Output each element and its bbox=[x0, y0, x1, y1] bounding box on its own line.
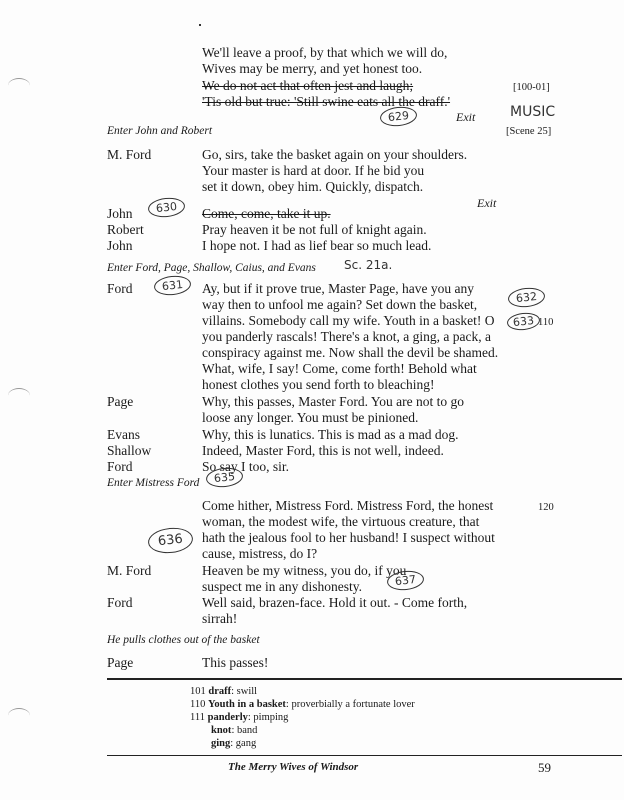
cut-line: We do not act that often jest and laugh; bbox=[202, 78, 414, 93]
cue-631: 631 bbox=[153, 274, 192, 297]
footnote: 101 draff: swill bbox=[190, 686, 258, 697]
divider bbox=[107, 678, 622, 680]
speech-line: sirrah! bbox=[202, 611, 238, 626]
speaker: John bbox=[107, 238, 133, 253]
speaker: Ford bbox=[107, 281, 133, 296]
stage-direction: Enter Ford, Page, Shallow, Caius, and Evans bbox=[107, 262, 316, 274]
cue-635: 635 bbox=[205, 466, 244, 489]
punch-hole-mark bbox=[8, 78, 30, 93]
exit-direction: Exit bbox=[477, 196, 497, 210]
speech-line: loose any longer. You must be pinioned. bbox=[202, 410, 419, 425]
cue-632: 632 bbox=[507, 286, 546, 309]
speech-line: cause, mistress, do I? bbox=[202, 546, 318, 561]
music-note: MUSIC bbox=[510, 104, 556, 120]
cue-637: 637 bbox=[386, 569, 425, 592]
stage-direction: He pulls clothes out of the basket bbox=[107, 634, 260, 646]
cut-line: Come, come, take it up. bbox=[202, 206, 331, 221]
cue-630: 630 bbox=[147, 196, 186, 219]
speech-line: Come hither, Mistress Ford. Mistress Ford, the honest bbox=[202, 498, 494, 513]
speaker: Ford bbox=[107, 595, 133, 610]
speech-line: woman, the modest wife, the virtuous creature, that bbox=[202, 514, 480, 529]
speaker: Robert bbox=[107, 222, 144, 237]
speech-line: I hope not. I had as lief bear so much lead. bbox=[202, 238, 432, 253]
speech-line: hath the jealous fool to her husband! I suspect without bbox=[202, 530, 495, 545]
punch-hole-mark bbox=[8, 388, 30, 403]
stage-direction: Enter Mistress Ford bbox=[107, 477, 200, 489]
scene-reference: [Scene 25] bbox=[506, 126, 552, 137]
cue-629: 629 bbox=[379, 105, 418, 128]
speech-line: Pray heaven it be not full of knight again. bbox=[202, 222, 427, 237]
speech-line: villains. Somebody call my wife. Youth in a basket! O bbox=[202, 313, 495, 328]
footnote: ging: gang bbox=[211, 738, 257, 749]
speech-line: set it down, obey him. Quickly, dispatch. bbox=[202, 179, 424, 194]
speech-line: Why, this is lunatics. This is mad as a mad dog. bbox=[202, 427, 459, 442]
cue-636: 636 bbox=[147, 526, 194, 556]
speech-line: Why, this passes, Master Ford. You are not to go bbox=[202, 394, 464, 409]
speaker: Page bbox=[107, 655, 134, 670]
cut-line: 'Tis old but true: 'Still swine eats all the draff.' bbox=[202, 94, 451, 109]
speech-line: honest clothes you send forth to bleaching! bbox=[202, 377, 435, 392]
scene-note: Sc. 21a. bbox=[344, 258, 393, 272]
speech-line: Go, sirs, take the basket again on your shoulders. bbox=[202, 147, 468, 162]
speech-line: Ay, but if it prove true, Master Page, have you any bbox=[202, 281, 474, 296]
speech-line: Well said, brazen-face. Hold it out. - Come forth, bbox=[202, 595, 468, 610]
speaker: Shallow bbox=[107, 443, 152, 458]
speech-line: Indeed, Master Ford, this is not well, indeed. bbox=[202, 443, 444, 458]
speaker: M. Ford bbox=[107, 147, 152, 162]
speech-line: Your master is hard at door. If he bid you bbox=[202, 163, 425, 178]
footnote: 111 panderly: pimping bbox=[190, 712, 289, 723]
exit-direction: Exit bbox=[456, 110, 476, 124]
line-reference: [100-01] bbox=[513, 82, 550, 93]
speech-line: way then to unfool me again? Set down the basket, bbox=[202, 297, 478, 312]
speaker: Evans bbox=[107, 427, 140, 442]
page-number: 59 bbox=[538, 760, 551, 775]
speech-line: you panderly rascals! There's a knot, a ging, a pack, a bbox=[202, 329, 491, 344]
footnote: 110 Youth in a basket: proverbially a fortunate lover bbox=[190, 699, 415, 710]
verse-line: Wives may be merry, and yet honest too. bbox=[202, 61, 423, 76]
speck bbox=[199, 24, 201, 26]
speaker: Ford bbox=[107, 459, 133, 474]
footer-divider bbox=[107, 755, 622, 756]
verse-line: We'll leave a proof, by that which we will do, bbox=[202, 45, 448, 60]
footer-title: The Merry Wives of Windsor bbox=[228, 761, 359, 773]
line-number: 120 bbox=[538, 502, 554, 513]
footnote: knot: band bbox=[211, 725, 258, 736]
speech-line: conspiracy against me. Now shall the devil be shamed. bbox=[202, 345, 499, 360]
stage-direction: Enter John and Robert bbox=[107, 125, 213, 137]
speaker: M. Ford bbox=[107, 563, 152, 578]
speech-line: Heaven be my witness, you do, if you bbox=[202, 563, 407, 578]
speech-line: What, wife, I say! Come, come forth! Behold what bbox=[202, 361, 477, 376]
punch-hole-mark bbox=[8, 708, 30, 723]
speech-line: This passes! bbox=[202, 655, 269, 670]
cue-633: 633 bbox=[506, 311, 541, 331]
speaker: Page bbox=[107, 394, 134, 409]
speaker: John bbox=[107, 206, 133, 221]
speech-line: suspect me in any dishonesty. bbox=[202, 579, 362, 594]
speech-line: So say I too, sir. bbox=[202, 459, 290, 474]
line-number: 110 bbox=[538, 317, 554, 328]
